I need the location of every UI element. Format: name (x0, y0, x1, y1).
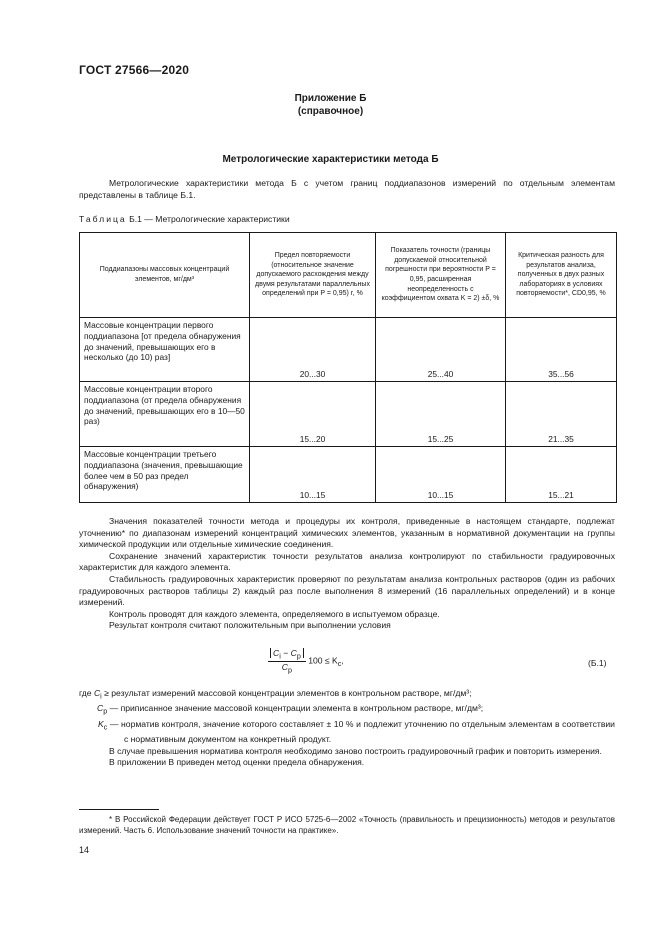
definition-symbol: C (97, 703, 104, 714)
definition-sub: i (100, 692, 102, 701)
formula-fraction (268, 648, 306, 674)
table-row (80, 382, 617, 447)
cell-cd: 15...21 (506, 447, 617, 503)
cell-cd: 35...56 (506, 318, 617, 382)
header-critical-difference: Критическая разность для результатов анализа, полученных в двух разных лабораториях в условиях повторяемости*, CD0,95, % (506, 233, 617, 318)
header-subranges: Поддиапазоны массовых концентраций элементов, мг/дм³ (80, 233, 250, 318)
definition-text: ≥ результат измерений массовой концентрации элементов в контрольном растворе, мг/дм³; (101, 688, 472, 698)
formula (268, 648, 344, 674)
formula-den-sub: p (288, 666, 292, 675)
cell-r: 20...30 (250, 318, 376, 382)
formula-ci: C (273, 648, 280, 658)
formula-ci-sub: i (279, 652, 281, 661)
definition-text: — норматив контроля, значение которого составляет ± 10 % и подлежит уточнению по отдельным элементам в соответствии с нормативным документом на конкретный продукт. (107, 718, 615, 744)
table-row (80, 447, 617, 503)
paragraph: Сохранение значений характеристик точности результатов анализа контролируют по стабильности градуировочных характеристик для каждого элемента. (79, 550, 615, 573)
cell-r: 15...20 (250, 382, 376, 447)
cell-r: 10...15 (250, 447, 376, 503)
formula-tail-end: , (341, 655, 344, 666)
row-label: Массовые концентрации второго поддиапазона (от предела обнаружения до значений, превышающих его в 10—50 раз) (80, 382, 250, 447)
annex-heading (0, 92, 661, 118)
table-caption (79, 214, 290, 224)
definition-text: — приписанное значение массовой концентрации элемента в контрольном растворе, мг/дм³; (107, 703, 484, 714)
equation-number: (Б.1) (588, 658, 607, 668)
formula-tail-sub: c (337, 660, 342, 669)
formula-denominator (268, 662, 306, 675)
definition-ci (79, 688, 615, 703)
header-repeatability: Предел повторяемости (относительное значение допускаемого расхождения между двумя результатами параллельных определений при P = 0,95) r, % (250, 233, 376, 318)
intro-paragraph: Метрологические характеристики метода Б с учетом границ поддиапазонов измерений по отдельным элементам представлены в таблице Б.1. (79, 178, 615, 200)
formula-numerator (268, 648, 306, 662)
section-title: Метрологические характеристики метода Б (222, 154, 439, 165)
closing-paragraph: В случае превышения норматива контроля необходимо заново построить градуировочный график и повторить измерения. (109, 745, 602, 756)
header-accuracy: Показатель точности (границы допускаемой относительной погрешности при вероятности P = 0,95, расширенная неопределенность с коэффициентом охвата K = 2) ±δ, % (376, 233, 506, 318)
definition-sub: c (103, 723, 108, 732)
cell-delta: 25...40 (376, 318, 506, 382)
cell-cd: 21...35 (506, 382, 617, 447)
closing-paragraph: В приложении В приведен метод оценки предела обнаружения. (109, 757, 365, 768)
cell-delta: 15...25 (376, 382, 506, 447)
cell-delta: 10...15 (376, 447, 506, 503)
definition-sub: p (103, 708, 108, 717)
row-label: Массовые концентрации первого поддиапазона [от предела обнаружения до значений, превышающих его в несколько (до 10) раз] (80, 318, 250, 382)
definition-cp (79, 703, 615, 718)
definition-kc (79, 719, 615, 746)
formula-minus: − (280, 648, 291, 658)
paragraph: Значения показателей точности метода и процедуры их контроля, приведенные в настоящем стандарте, подлежат уточнению* по диапазонам измерений концентраций химических элементов, указанным в нормативной документации на группы химической продукции или отдельные химические соединения. (79, 516, 615, 550)
footnote: * В Российской Федерации действует ГОСТ Р ИСО 5725-6—2002 «Точность (правильность и прецизионность) методов и результатов измерений. Часть 6. Использование значений точности на практике». (79, 815, 615, 835)
page-number: 14 (79, 845, 90, 855)
paragraph: Контроль проводят для каждого элемента, определяемого в испытуемом образце. (109, 608, 440, 619)
paragraph: Стабильность градуировочных характеристик проверяют по результатам анализа контрольных растворов (один из рабочих градуировочных растворов таблицы 2) каждый раз после выполнения 8 измерений (16 параллельных определений) и в конце измерений. (79, 573, 615, 608)
annex-subtitle: (справочное) (297, 106, 364, 117)
table-header-row (80, 233, 617, 318)
definition-symbol: C (93, 688, 101, 698)
definition-prefix: где (79, 688, 94, 698)
table-caption-text: Б.1 — Метрологические характеристики (129, 214, 290, 224)
metrology-table (79, 232, 617, 503)
document-header: ГОСТ 27566—2020 (79, 63, 190, 77)
formula-cp-sub: p (296, 652, 301, 661)
row-label: Массовые концентрации третьего поддиапазона (значения, превышающие более чем в 50 раз предел обнаружения) (80, 447, 250, 503)
annex-title: Приложение Б (294, 93, 367, 104)
paragraph: Результат контроля считают положительным при выполнении условия (109, 620, 391, 631)
table-row (80, 318, 617, 382)
body-paragraphs (79, 516, 615, 632)
footnote-divider (79, 809, 159, 810)
definitions (79, 688, 615, 769)
table-caption-prefix: Таблица (79, 214, 127, 224)
definition-symbol: K (98, 718, 104, 729)
formula-cp: C (290, 648, 297, 658)
formula-tail: 100 ≤ K (308, 655, 338, 666)
formula-den-c: C (281, 661, 289, 672)
